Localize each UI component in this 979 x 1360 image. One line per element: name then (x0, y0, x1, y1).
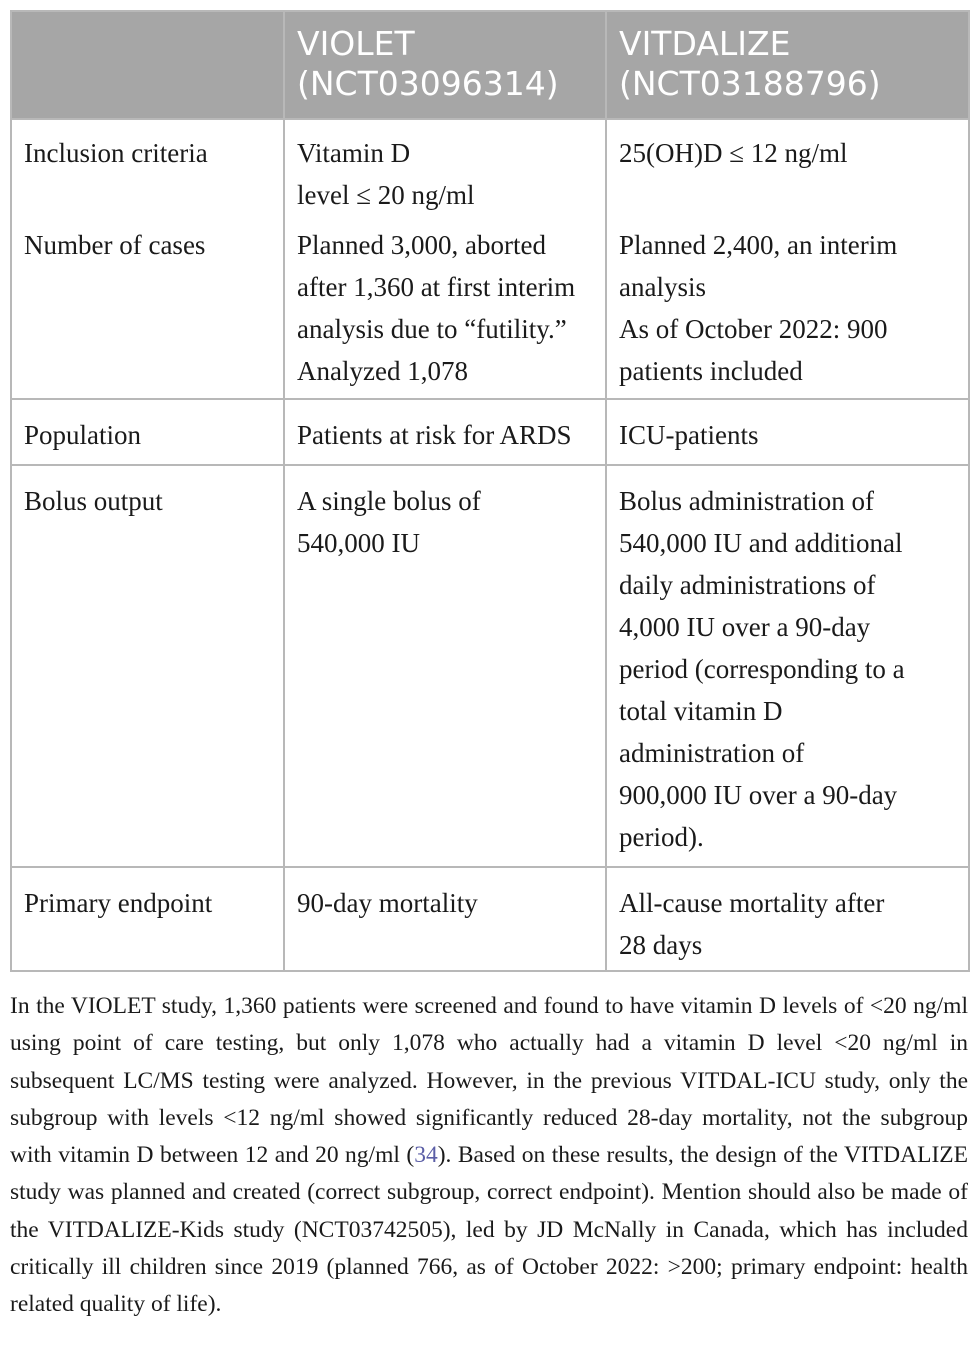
table-row (11, 465, 969, 867)
table-row (11, 220, 969, 399)
reference-link[interactable]: 34 (414, 1142, 438, 1169)
document (10, 10, 968, 1324)
table-row (11, 119, 969, 220)
table-footnote (10, 988, 968, 1324)
table-row (11, 399, 969, 465)
header-empty-cell (11, 11, 284, 119)
vitdalize-cell: ICU-patients (606, 399, 969, 465)
vitdalize-cell: Bolus administration of 540,000 IU and additional daily administrations of 4,000 IU over a 90-day period (corresponding to a total vitamin D administration of 900,000 IU over a 90-day period). (606, 465, 969, 867)
row-label: Inclusion criteria (11, 119, 284, 220)
vitdalize-cell: All-cause mortality after 28 days (606, 867, 969, 971)
violet-cell: Patients at risk for ARDS (284, 399, 606, 465)
row-label: Population (11, 399, 284, 465)
table-header-row (11, 11, 969, 119)
footnote-text-part2: ). Based on these results, the design of the VITDALIZE study was planned and created (correct subgroup, correct endpoint). Mention should also be made of the VITDALIZE-Kids study (NCT03742505), led by JD McNally in Canada, which has included critically ill children since 2019 (planned 766, as of October 2022: >200; primary endpoint: health related quality of life). (10, 1142, 968, 1318)
header-violet: VIOLET (NCT03096314) (284, 11, 606, 119)
table-row (11, 867, 969, 971)
violet-cell: 90-day mortality (284, 867, 606, 971)
comparison-table (10, 10, 970, 972)
vitdalize-cell: Planned 2,400, an interim analysis As of October 2022: 900 patients included (606, 220, 969, 399)
row-label: Number of cases (11, 220, 284, 399)
vitdalize-cell: 25(OH)D ≤ 12 ng/ml (606, 119, 969, 220)
violet-cell: Planned 3,000, aborted after 1,360 at first interim analysis due to “futility.” Analyzed 1,078 (284, 220, 606, 399)
row-label: Primary endpoint (11, 867, 284, 971)
row-label: Bolus output (11, 465, 284, 867)
violet-cell: A single bolus of 540,000 IU (284, 465, 606, 867)
header-vitdalize: VITDALIZE (NCT03188796) (606, 11, 969, 119)
violet-cell: Vitamin D level ≤ 20 ng/ml (284, 119, 606, 220)
footnote-text-part1: In the VIOLET study, 1,360 patients were screened and found to have vitamin D levels of <20 ng/ml using point of care testing, but only 1,078 who actually had a vitamin D level <20 ng/ml in subsequent LC/MS testing were analyzed. However, in the previous VITDAL-ICU study, only the subgroup with levels <12 ng/ml showed significantly reduced 28-day mortality, not the subgroup with vitamin D between 12 and 20 ng/ml ( (10, 993, 968, 1169)
